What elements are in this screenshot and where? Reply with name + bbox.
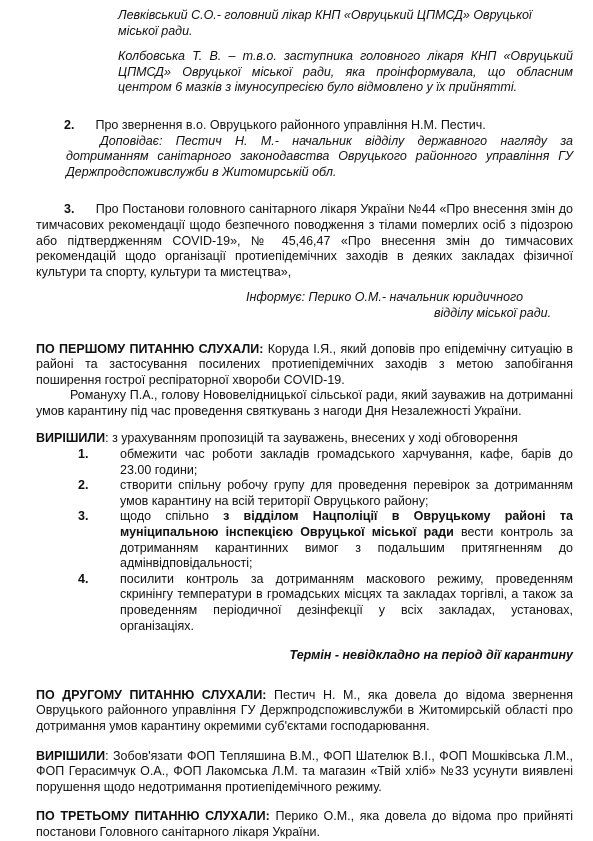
third-question-text: Перико О.М., яка довела до відома про прийняті постанови Головного санітарного лікаря України. xyxy=(36,809,573,839)
second-question-section xyxy=(36,688,573,796)
attendee-1-name: Левківський С.О.- xyxy=(118,8,221,22)
first-decided-heading: ВИРІШИЛИ xyxy=(36,431,106,446)
list-item-number: 1. xyxy=(78,447,89,462)
inform-line-1: Інформує: Перико О.М.- начальник юридичного xyxy=(246,290,524,305)
list-item-text: посилити контроль за дотриманням маскового режиму, проведенням скринінгу температури в громадських місцях та закладах торгівлі, а також за проведенням періодичної дезінфекції у всіх закладах, установах, організаціях. xyxy=(120,571,573,633)
first-question-heading: ПО ПЕРШОМУ ПИТАННЮ СЛУХАЛИ: xyxy=(36,341,264,356)
third-question-heading: ПО ТРЕТЬОМУ ПИТАННЮ СЛУХАЛИ: xyxy=(36,809,270,824)
first-term: Термін - невідкладно на період дії карантину xyxy=(289,648,573,663)
list-item-number: 4. xyxy=(78,571,89,586)
agenda-item-2 xyxy=(36,118,573,180)
list-item xyxy=(36,478,573,509)
first-question-section xyxy=(36,342,573,664)
attendee-2: Колбовська Т. В. – т.в.о. заступника головного лікаря КНП «Овруцький ЦПМСД» Овруцької міської ради, яка проінформувала, що обласним центром 6 мазків з імуносупресією було відмовлено у їх прийнятті. xyxy=(118,49,573,95)
second-decided xyxy=(36,749,573,796)
second-decided-text: : Зобов'язати ФОП Тепляшина В.М., ФОП Шателюк В.І., ФОП Мошківська Л.М., ФОП Герасимчук О.А., ФОП Лакомська Л.М. та магазин «Твій хліб» №33 усунути виявлені порушення щодо недотримання протиепідемічного режиму. xyxy=(36,748,573,794)
list-item-number: 2. xyxy=(78,478,89,493)
first-question-text-2: Романуху П.А., голову Нововелідницької сільської ради, який зауважив на дотриманні умов карантину під час проведення святкувань з нагоди Дня Незалежності України. xyxy=(36,388,573,418)
list-item-text: обмежити час роботи закладів громадського харчування, кафе, барів до 23.00 години; xyxy=(120,447,573,477)
inform-line-2: відділу міської ради. xyxy=(434,305,552,320)
agenda-item-2-number: 2. xyxy=(64,117,75,132)
agenda-item-3-number: 3. xyxy=(64,202,75,217)
third-question-section xyxy=(36,809,573,840)
list-item xyxy=(36,509,573,571)
first-question-text: Коруда І.Я., який доповів про епідемічну ситуацію в районі та застосування посилених протиепідемічних заходів з метою запобігання поширення гострої респіраторної хвороби COVID-19. xyxy=(36,341,573,387)
list-item xyxy=(36,447,573,478)
second-question-text: Пестич Н. М., яка довела до відома звернення Овруцького районного управління ГУ Держпродспоживслужби в Житомирській області про дотримання умов карантину окремими суб'єктами господарювання. xyxy=(36,687,573,733)
attendee-1 xyxy=(36,8,573,39)
second-decided-heading: ВИРІШИЛИ xyxy=(36,748,106,763)
list-item-text-bold: з відділом Нацполіції в Овруцькому районі та муніципальною інспекцією Овруцької міської ради xyxy=(120,509,573,540)
second-question-heading: ПО ДРУГОМУ ПИТАННЮ СЛУХАЛИ: xyxy=(36,687,267,702)
attendee-1-role: головний лікар КНП «Овруцький ЦПМСД» Овруцької міської ради. xyxy=(118,8,532,38)
list-item xyxy=(36,572,573,634)
agenda-item-2-title: Про звернення в.о. Овруцького районного управління Н.М. Пестич. xyxy=(95,117,486,132)
list-item-text: створити спільну робочу групу для проведення перевірок за дотриманням умов карантину на всій території Овруцького району; xyxy=(120,478,573,508)
agenda-item-3-inform xyxy=(36,290,573,321)
first-decided xyxy=(36,431,573,447)
agenda-item-3 xyxy=(36,202,573,321)
first-decided-list xyxy=(36,447,573,634)
agenda-item-3-title: Про Постанови головного санітарного лікаря України №44 «Про внесення змін до тимчасових рекомендації щодо безпечного поводження з тілами померлих осіб з підозрою або підтвердженням COVID-19», № 45,46,47 «Про внесення змін до тимчасових рекомендацій щодо організації протиепідемічних заходів в деяких закладах фізичної культури та спорту, культури та мистецтва», xyxy=(36,202,573,279)
list-item-number: 3. xyxy=(78,509,89,524)
list-item-text-pre: щодо спільно xyxy=(120,509,224,524)
agenda-item-2-speaker: Доповідає: Пестич Н. М.- начальник відділу державного нагляду за дотриманням санітарного законодавства Овруцького районного управління ГУ Держпродспоживслужби в Житомирській обл. xyxy=(66,133,573,179)
first-decided-intro: : з урахуванням пропозицій та зауважень, внесених у ході обговорення xyxy=(105,431,518,446)
list-item-text-post: вести контроль за дотриманням карантинних вимог з подальшим притягненням до адмінвідповідальності; xyxy=(120,525,573,571)
